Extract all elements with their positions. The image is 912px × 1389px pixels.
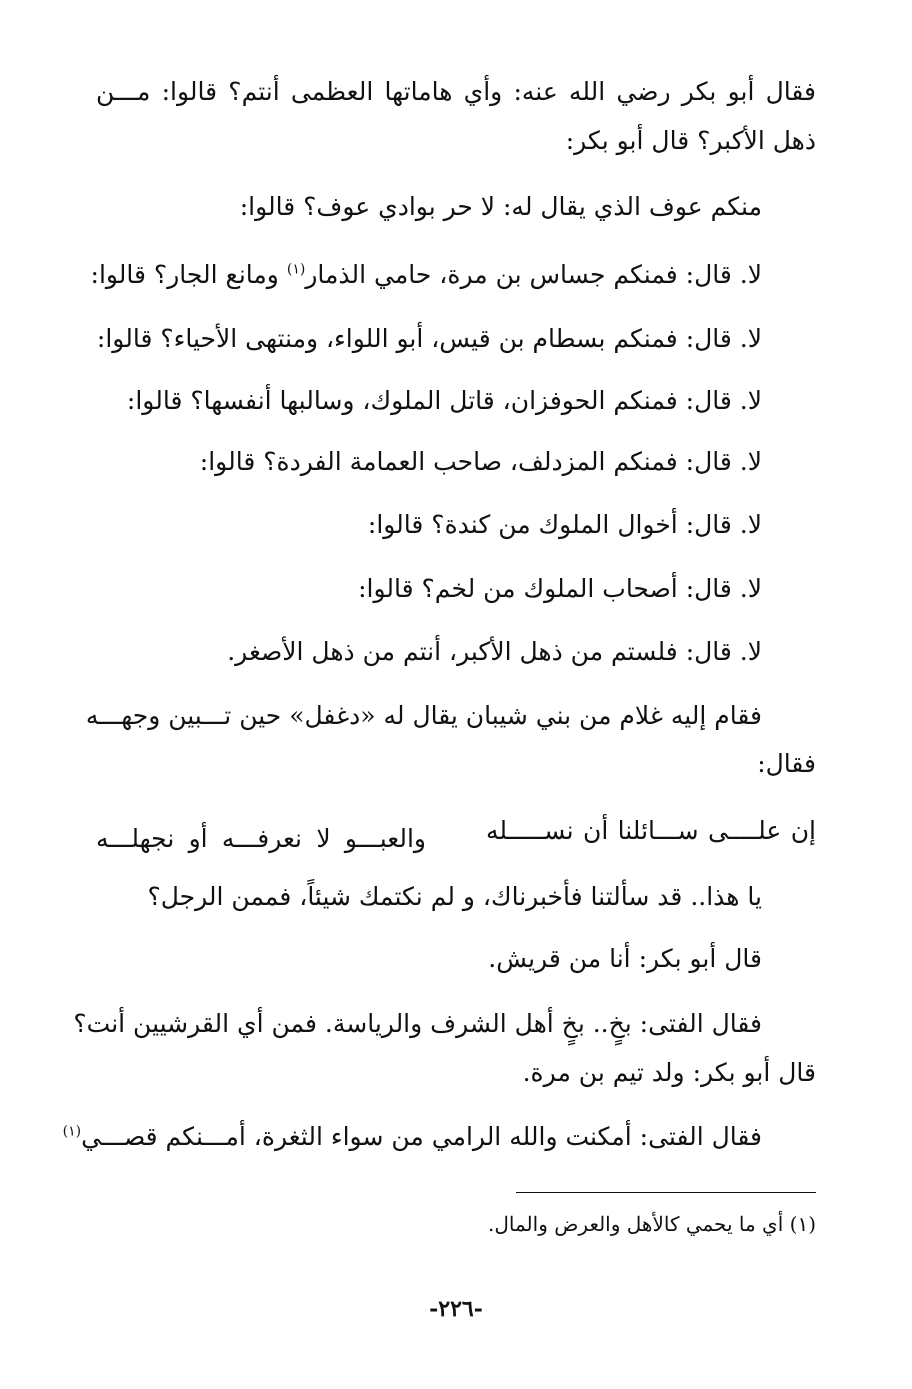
footnote-ref-1: (١) xyxy=(286,261,306,278)
text-line-12: فقال: xyxy=(757,749,816,778)
text-line-10: لا. قال: فلستم من ذهل الأكبر، أنتم من ذهل الأصغر. xyxy=(227,637,762,666)
text-line-3: منكم عوف الذي يقال له: لا حر بوادي عوف؟ قالوا: xyxy=(239,192,762,221)
footnote: (١) أي ما يحمي كالأهل والعرض والمال. xyxy=(488,1212,816,1236)
poem-hemistich-left: والعبـــو لا نعرفـــه أو نجهلـــه xyxy=(96,824,426,853)
footnote-separator xyxy=(516,1192,816,1193)
poem-hemistich-right: إن علــــى ســـائلنا أن نســـــله xyxy=(486,816,816,845)
text-line-5: لا. قال: فمنكم بسطام بن قيس، أبو اللواء، ومنتهى الأحياء؟ قالوا: xyxy=(96,324,762,353)
text-line-7: لا. قال: فمنكم المزدلف، صاحب العمامة الفردة؟ قالوا: xyxy=(199,447,762,476)
text-line-16: فقال الفتى: بخٍ.. بخٍ أهل الشرف والرياسة. فمن أي القرشيين أنت؟ xyxy=(73,1009,762,1038)
text-line-18-a: فقال الفتى: أمكنت والله الرامي من سواء الثغرة، أمـــنكم قصـــي xyxy=(81,1122,762,1151)
text-line-4 xyxy=(90,256,762,294)
text-line-8: لا. قال: أخوال الملوك من كندة؟ قالوا: xyxy=(367,510,762,539)
text-line-17: قال أبو بكر: ولد تيم بن مرة. xyxy=(522,1058,816,1087)
text-line-9: لا. قال: أصحاب الملوك من لخم؟ قالوا: xyxy=(358,574,762,603)
page-number: -٢٢٦- xyxy=(429,1296,483,1322)
footnote-ref-2: (١) xyxy=(62,1123,82,1140)
text-line-1: فقال أبو بكر رضي الله عنه: وأي هاماتها العظمى أنتم؟ قالوا: مـــن xyxy=(96,77,816,106)
text-line-4-a: لا. قال: فمنكم جساس بن مرة، حامي الذمار xyxy=(305,260,762,289)
text-line-18 xyxy=(62,1118,762,1156)
text-line-14: يا هذا.. قد سألتنا فأخبرناك، و لم نكتمك شيئاً، فممن الرجل؟ xyxy=(147,882,762,911)
text-line-6: لا. قال: فمنكم الحوفزان، قاتل الملوك، وسالبها أنفسها؟ قالوا: xyxy=(126,386,762,415)
text-line-2: ذهل الأكبر؟ قال أبو بكر: xyxy=(565,126,816,155)
text-line-4-b: ومانع الجار؟ قالوا: xyxy=(90,260,287,289)
text-line-11: فقام إليه غلام من بني شيبان يقال له «دغفل» حين تـــبين وجهـــه xyxy=(85,701,762,730)
text-line-15: قال أبو بكر: أنا من قريش. xyxy=(488,944,762,973)
